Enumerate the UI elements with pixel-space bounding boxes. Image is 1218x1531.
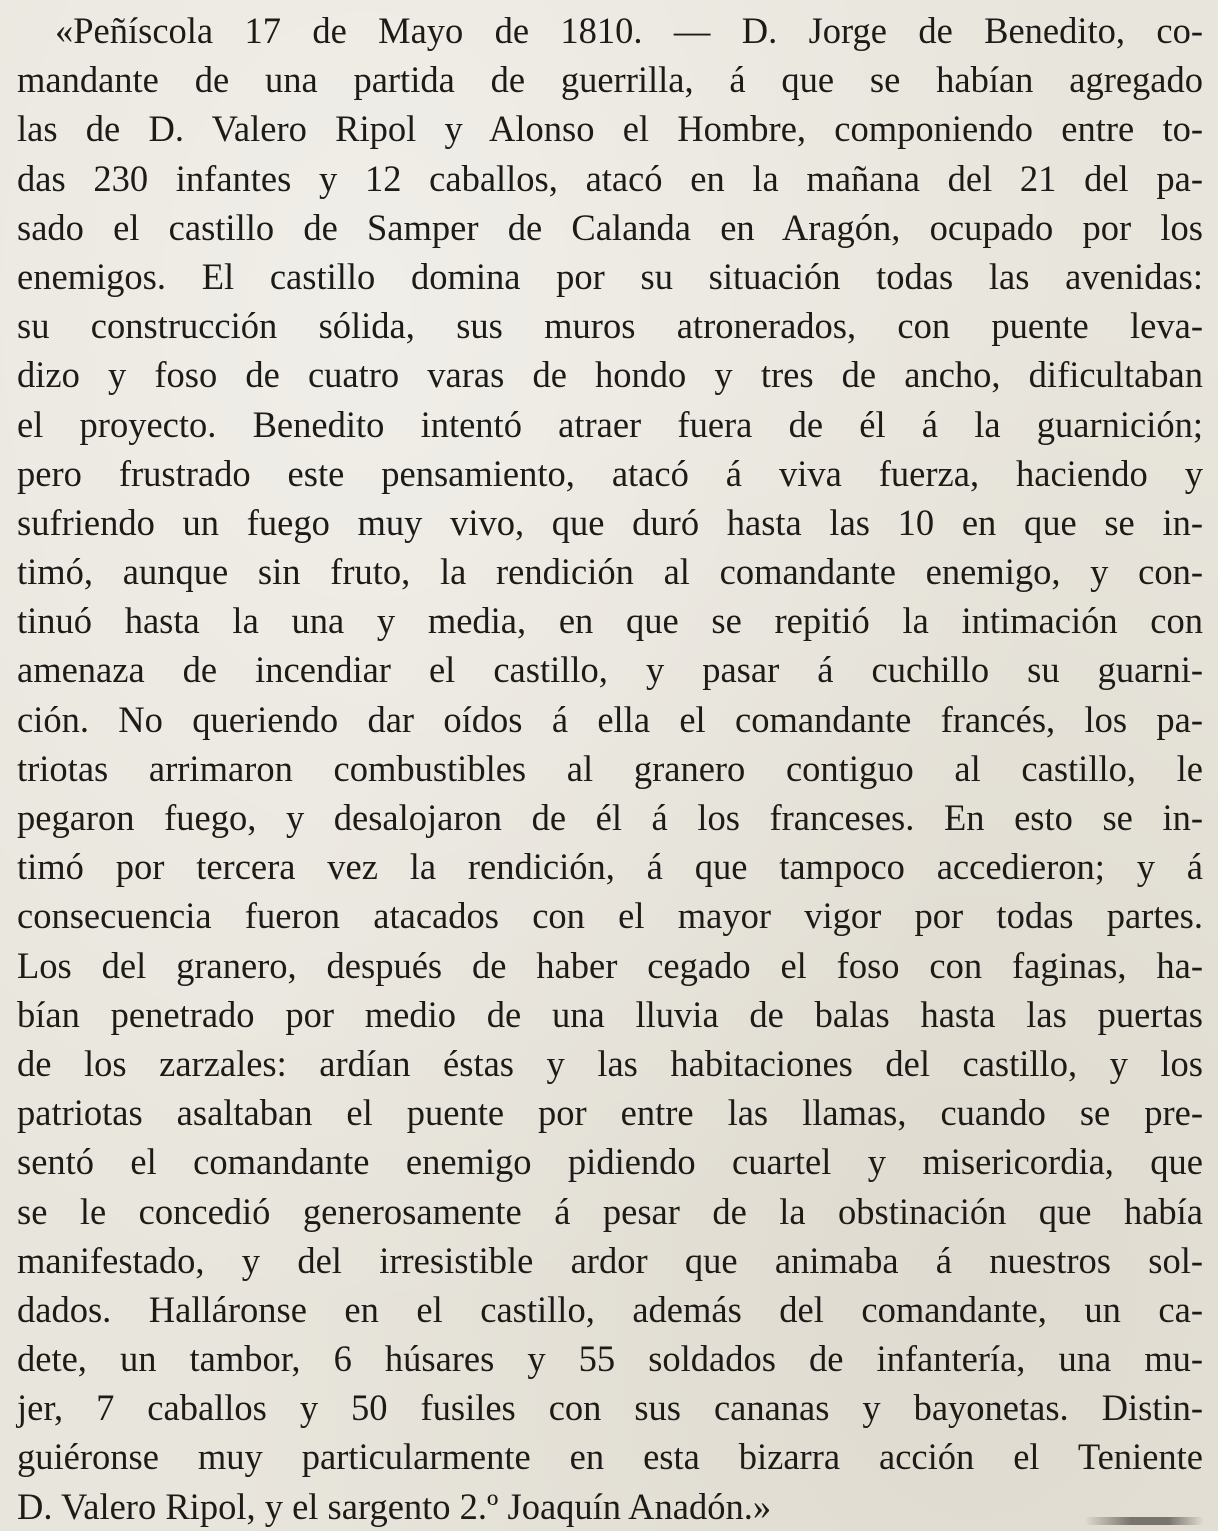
text-line: pero frustrado este pensamiento, atacó á viva fuerza, haciendo y bbox=[17, 452, 1203, 494]
text-line: tinuó hasta la una y media, en que se repitió la intimación con bbox=[17, 600, 1203, 642]
text-line: de los zarzales: ardían éstas y las habitaciones del castillo, y los bbox=[17, 1042, 1203, 1084]
text-line: Los del granero, después de haber cegado el foso con faginas, ha- bbox=[17, 944, 1203, 986]
text-line: patriotas asaltaban el puente por entre las llamas, cuando se pre- bbox=[17, 1092, 1203, 1134]
text-line: «Peñíscola 17 de Mayo de 1810. — D. Jorge de Benedito, co- bbox=[55, 10, 1203, 51]
text-line: sufriendo un fuego muy vivo, que duró hasta las 10 en que se in- bbox=[17, 501, 1203, 543]
text-line: timó por tercera vez la rendición, á que tampoco accedieron; y á bbox=[17, 846, 1203, 888]
text-line: mandante de una partida de guerrilla, á que se habían agregado bbox=[17, 59, 1203, 101]
text-line: las de D. Valero Ripol y Alonso el Hombre, componiendo entre to- bbox=[17, 108, 1203, 150]
text-line: dizo y foso de cuatro varas de hondo y tres de ancho, dificultaban bbox=[17, 354, 1203, 396]
text-line: ción. No queriendo dar oídos á ella el comandante francés, los pa- bbox=[17, 698, 1203, 740]
text-line: bían penetrado por medio de una lluvia de balas hasta las puertas bbox=[17, 993, 1203, 1035]
text-line: manifestado, y del irresistible ardor que animaba á nuestros sol- bbox=[17, 1239, 1203, 1281]
text-line: su construcción sólida, sus muros atronerados, con puente leva- bbox=[17, 305, 1203, 347]
text-line: se le concedió generosamente á pesar de la obstinación que había bbox=[17, 1190, 1203, 1232]
text-line: enemigos. El castillo domina por su situación todas las avenidas: bbox=[17, 255, 1203, 297]
text-line: amenaza de incendiar el castillo, y pasar á cuchillo su guarni- bbox=[17, 649, 1203, 691]
text-line: consecuencia fueron atacados con el mayor vigor por todas partes. bbox=[17, 895, 1203, 937]
text-line: das 230 infantes y 12 caballos, atacó en la mañana del 21 del pa- bbox=[17, 157, 1203, 199]
text-line: D. Valero Ripol, y el sargento 2.º Joaquín Anadón.» bbox=[17, 1485, 772, 1527]
text-line: guiéronse muy particularmente en esta bizarra acción el Teniente bbox=[17, 1436, 1203, 1478]
text-line: sentó el comandante enemigo pidiendo cuartel y misericordia, que bbox=[17, 1141, 1203, 1183]
text-line: sado el castillo de Samper de Calanda en Aragón, ocupado por los bbox=[17, 206, 1203, 248]
text-line: jer, 7 caballos y 50 fusiles con sus cananas y bayonetas. Distin- bbox=[17, 1387, 1203, 1429]
text-line: dete, un tambor, 6 húsares y 55 soldados de infantería, una mu- bbox=[17, 1338, 1203, 1380]
text-line: pegaron fuego, y desalojaron de él á los franceses. En esto se in- bbox=[17, 797, 1203, 838]
text-line: dados. Halláronse en el castillo, además del comandante, un ca- bbox=[17, 1288, 1203, 1330]
ink-smudge bbox=[1084, 1517, 1204, 1525]
text-line: timó, aunque sin fruto, la rendición al comandante enemigo, y con- bbox=[17, 551, 1203, 593]
text-line: triotas arrimaron combustibles al granero contiguo al castillo, le bbox=[17, 747, 1203, 789]
quoted-passage bbox=[17, 6, 1203, 1531]
text-line: el proyecto. Benedito intentó atraer fuera de él á la guarnición; bbox=[17, 403, 1203, 445]
